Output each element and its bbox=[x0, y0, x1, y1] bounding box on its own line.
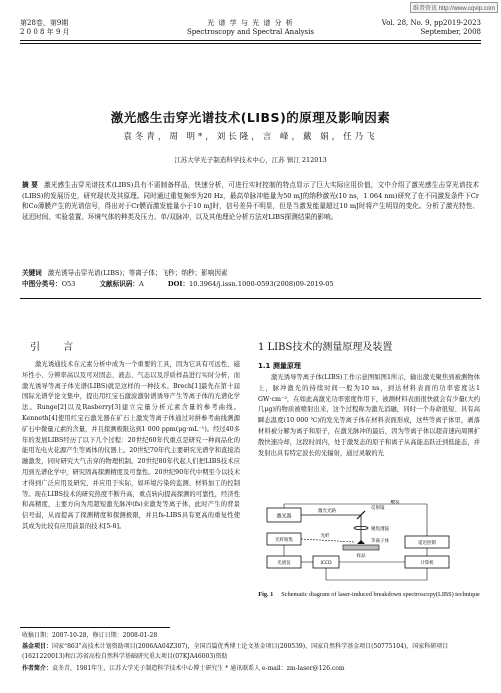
plasma-shape bbox=[357, 540, 365, 544]
fiber-label: 光纤 bbox=[320, 534, 330, 539]
funding-label: 基金项目： bbox=[22, 643, 53, 650]
trigger-label: 触发 bbox=[390, 500, 400, 505]
sample-label: 样品 bbox=[356, 554, 366, 559]
footnote-funding bbox=[22, 642, 480, 662]
footnote-received: 收稿日期：2007-10-28，修订日期：2008-01-28 bbox=[22, 632, 158, 639]
fiber-line bbox=[301, 539, 355, 542]
doc-code-label: 文献标识码： bbox=[99, 280, 140, 288]
subsection-1-1-heading: 1.1 测量原理 bbox=[258, 362, 301, 370]
intro-heading: 引 言 bbox=[30, 342, 84, 353]
mirror-label: 反射镜 bbox=[371, 506, 385, 511]
affiliation: 江苏大学光子制造科学技术中心，江苏 镇江 212013 bbox=[174, 156, 327, 164]
doi-label: DOI： bbox=[167, 280, 190, 288]
section1-body-text: 激光诱导等离子体(LIBS)工作示意图如图1所示，输出激光聚焦到被测物体上，脉冲激光的持续时间一般为10 ns，到达材料表面的功率密度达1 GW·cm⁻²，在如此高激光功率密度作用下，被测材料表面很快就会有少量(大约几μg)的物质被喷射出来，这个过程称为激光消融，同时一个寿命很短、具有高瞬态温度(10 000 ℃)的发光等离子体在材料表面形成，这些等离子体里，剥落材料被分解为离子和原子，在激光脉冲的最后，因为等离子体以超音速向周围扩散快速冷却，这段时间内，处于激发态的原子和离子从高能态跃迁到低能态，并发射出具有特定波长的光辐射，通过灵敏的光 bbox=[258, 374, 480, 457]
iccd-label: ICCD bbox=[320, 561, 332, 566]
clc-value: O53 bbox=[61, 280, 76, 288]
header-date-en: September, 2008 bbox=[420, 28, 481, 36]
figure-number: Fig. 1 bbox=[258, 591, 274, 598]
delay-label: 延迟控制 bbox=[418, 541, 436, 546]
optical-path-label: 激光光路 bbox=[318, 509, 336, 514]
laser-label: 激光器 bbox=[276, 513, 292, 520]
header-rule-top bbox=[20, 40, 481, 41]
header-rule-bottom bbox=[20, 43, 481, 44]
figure-caption bbox=[258, 590, 480, 600]
section1-heading: 1 LIBS技术的测量原理及装置 bbox=[258, 342, 393, 353]
trigger-line bbox=[284, 504, 427, 536]
abstract-text: 激光感生击穿光谱技术(LIBS)具有不需制备样品，快速分析，可进行实时控制的特点显示了巨大实际应用价值，文中介绍了激光感生击穿光谱技术(LIBS)的发展历史，研究现状及其原理。同时通过重复频率为20 Hz，最高单脉冲能量为50 mJ的纳秒激光(10 ns，1 064 nm)研究了在不同激发条件下Cr和Co薄膜产生的光谱信号，得出对于Cr膜而激发能量小于10 mJ时，信号差异不明显，但是当激发能量超过10 mJ时将产生明显的变化。分析了激光特性、延迟时间、实验装置、环境气体的种类及压力、单/双脉冲，以及其他理论分析方法对LIBS探测结果的影响。 bbox=[22, 181, 479, 221]
author-note-label: 作者简介： bbox=[22, 665, 53, 672]
header-vol-en: Vol. 28, No. 9, pp2019-2023 bbox=[381, 19, 481, 27]
intro-body-text: 激光诱通技术在元素分析中成为一个重要的工具，因为它具有可远性、磁坏性小、分辨率高以及可对固态、液态、气态以及浮质样品进行实时分析，而激光诱导等离子体光谱(LIBS)就是这样的一种技术。Brech[1]最先在第十届国际光谱学论文集中，提出用红宝石激波激射谱诱导产生等离子体的光谱化学法。Runge[2]以及Rasberry[3]建立完量分析元素含量的参考曲线。Kenneth[4]使用红宝石激光器在矿石上激发等离子体通过对拼参考曲线测源矿石中微量元素的含量，并且探测极限达到1 000 ppm(μg·mL⁻¹)。经过40多年的发展LIBS经历了以下几个过程：20世纪60年代重点是研究一种商品化的能用光电火花源产生等离体的仪器上。20世纪70年代主要研究光谱学和直接消融激发，同时研究大气击穿的物理机制。20世纪80年代起人们把LIBS技术应用到光谱化学中，研究固高探测精度及可靠性。20世纪90年代中期至今以技术才得到广泛应用及研究，并应用于实际，如环境污染的监测、材料加工的控制等。现在LIBS技术的研究热度不断升高，重点转向提高探测的可靠性，经济性和高精度，主要方向为用超短激光脉冲(fs)来激发等离子体，此时产生的背景信号弱，从而提高了探测精度和探测极限，并且fs-LIBS具有更高的重复性使其成为比较有应用前景的技术[5-8]。 bbox=[22, 361, 240, 530]
lens-label: 聚焦透镜 bbox=[371, 527, 389, 532]
spectrometer-label: 光谱仪 bbox=[277, 561, 291, 566]
header-vol-cn: 第28卷，第9期 bbox=[20, 19, 69, 27]
doc-code-value: A bbox=[139, 280, 144, 288]
keywords bbox=[22, 268, 479, 278]
collector-label: 光纤收集 bbox=[275, 538, 293, 543]
author-note-text: 袁冬青，1981年生，江苏大学光子制造科学技术中心博士研究生 * 通讯联系人 e-mail：zm-laser@126.com bbox=[52, 665, 345, 672]
gate-return-line bbox=[326, 568, 427, 580]
funding-text: 国家“863”高技术计划资助项目(2006AA04Z307)，全国百篇优秀博士论文基金项目(200539)，国家自然科学基金项目(50775104)，国家科研项目(1621220013)和江苏省高校自然科学基础研究重大项目(07KJA46003)资助 bbox=[22, 643, 449, 660]
abstract-label: 摘 要 bbox=[22, 181, 39, 189]
watermark: 维普资讯 http://www.cqvip.com bbox=[410, 2, 498, 13]
doi-value: 10.3964/j.issn.1000-0593(2008)09-2019-05 bbox=[189, 280, 334, 288]
author-list: 袁冬青，周 明*，刘长隆，言 峰，戴 娟，任乃飞 bbox=[123, 132, 378, 142]
journal-name-cn: 光 谱 学 与 光 谱 分 析 bbox=[207, 19, 294, 27]
abstract-rule bbox=[20, 298, 481, 299]
header-date-cn: 2 0 0 8 年 9 月 bbox=[20, 28, 70, 36]
abstract bbox=[22, 180, 479, 222]
classification-line bbox=[22, 279, 479, 289]
plasma-label: 等离子体 bbox=[371, 539, 389, 544]
header-volume-en bbox=[382, 19, 481, 37]
keywords-text: 激光诱导击穿光谱(LIBS)；等离子体；飞秒；纳秒；影响因素 bbox=[47, 269, 228, 277]
footnote-rule bbox=[20, 627, 170, 628]
clc-label: 中图分类号： bbox=[22, 280, 62, 288]
figure-caption-text: Schematic diagram of laser-induced breakdown spectroscopy(LIBS) technique bbox=[281, 591, 480, 598]
computer-label: 计算机 bbox=[420, 561, 434, 566]
keywords-label: 关键词 bbox=[22, 269, 42, 277]
libs-schematic-figure bbox=[265, 500, 455, 588]
paper-title: 激光感生击穿光谱技术(LIBS)的原理及影响因素 bbox=[110, 110, 391, 125]
sample-stage bbox=[343, 545, 379, 550]
journal-name-en: Spectroscopy and Spectral Analysis bbox=[187, 28, 314, 36]
footnote-author bbox=[22, 664, 480, 674]
